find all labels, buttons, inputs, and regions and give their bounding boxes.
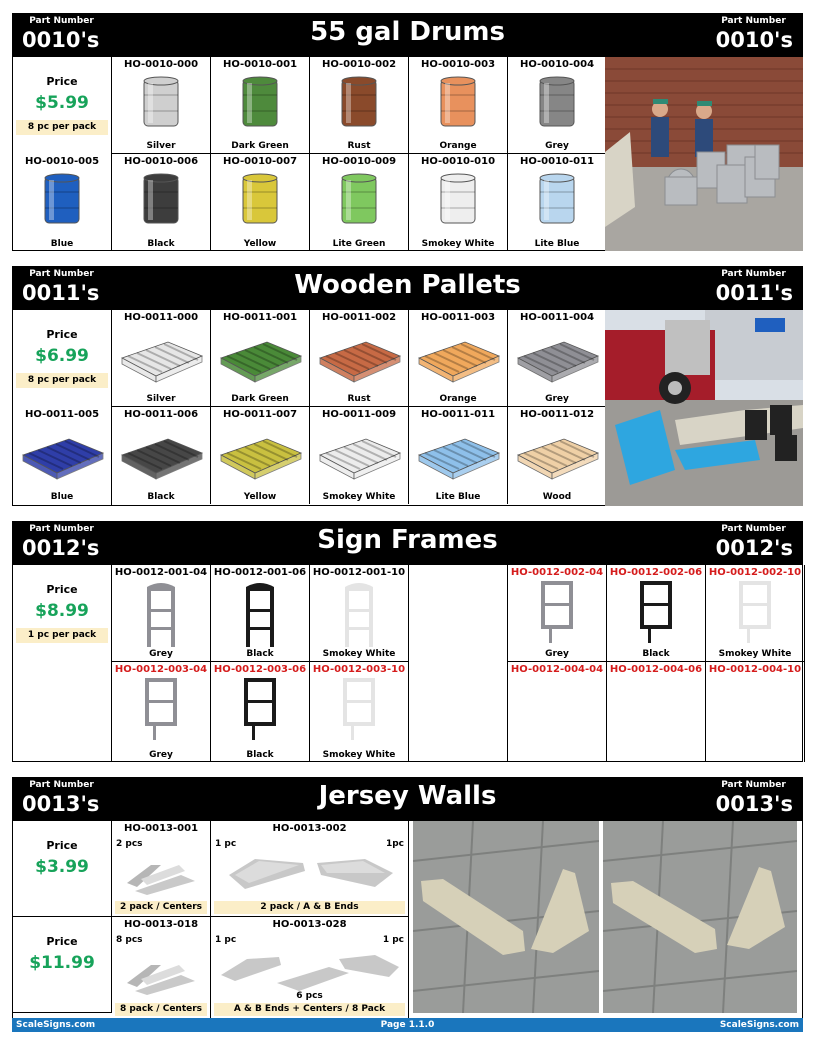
- drum-image: [438, 75, 478, 131]
- quantity-label: 8 pcs: [116, 935, 143, 945]
- section-drums: [12, 13, 803, 251]
- color-name: Lite Green: [332, 239, 386, 249]
- part-code: HO-0010-010: [420, 156, 496, 167]
- quantity-label: 1 pc: [215, 839, 237, 849]
- product-grid: [12, 565, 803, 762]
- product-image: [537, 581, 577, 649]
- price-label: Price: [46, 75, 78, 88]
- product-cell[interactable]: [211, 154, 310, 251]
- part-number-label: Part Number: [29, 524, 94, 534]
- product-image: [316, 431, 402, 485]
- part-code: HO-0010-002: [321, 59, 397, 70]
- drum-image: [339, 172, 379, 228]
- price-label: Price: [46, 935, 78, 948]
- footer-site-link[interactable]: ScaleSigns.com: [16, 1020, 96, 1030]
- color-name: Lite Blue: [435, 492, 481, 502]
- product-image: [339, 581, 379, 653]
- part-code: HO-0010-007: [222, 156, 298, 167]
- product-cell[interactable]: [211, 821, 409, 917]
- product-cell[interactable]: [13, 154, 112, 251]
- part-code: HO-0010-001: [222, 59, 298, 70]
- section-title: Wooden Pallets: [294, 270, 521, 300]
- color-name: Rust: [347, 141, 371, 151]
- color-name: Grey: [545, 394, 569, 404]
- color-name: Black: [642, 649, 670, 659]
- drum-image: [339, 75, 379, 131]
- part-code: HO-0011-012: [519, 409, 595, 420]
- product-image: [217, 431, 303, 485]
- product-image: [514, 431, 600, 485]
- product-cell[interactable]: [310, 154, 409, 251]
- pallet-image: [118, 431, 204, 481]
- pallets-scene-photo: [605, 310, 803, 506]
- product-cell[interactable]: [211, 565, 310, 662]
- series-code-right: 0013's: [715, 792, 793, 816]
- part-code: HO-0011-000: [123, 312, 199, 323]
- part-code: HO-0011-002: [321, 312, 397, 323]
- part-code: HO-0011-003: [420, 312, 496, 323]
- jersey-walls-photo-left: [413, 821, 599, 1013]
- part-code: HO-0012-004-06: [609, 664, 703, 675]
- sign-frame-image: [636, 581, 676, 645]
- sign-frame-image: [141, 581, 181, 649]
- product-cell[interactable]: [409, 57, 508, 154]
- sign-frame-image: [141, 678, 181, 742]
- product-image: [42, 172, 82, 232]
- series-code-right: 0011's: [715, 281, 793, 305]
- product-image: [514, 334, 600, 388]
- footer-site-link[interactable]: ScaleSigns.com: [719, 1020, 799, 1030]
- pack-size: 1 pc per pack: [16, 628, 108, 643]
- product-image: [141, 75, 181, 135]
- caption: 2 pack / A & B Ends: [214, 901, 405, 914]
- quantity-label: 1 pc: [215, 935, 237, 945]
- sign-frame-image: [339, 581, 379, 649]
- part-number-label: Part Number: [721, 269, 786, 279]
- quantity-label: 1 pc: [382, 935, 404, 945]
- product-cell[interactable]: [409, 407, 508, 504]
- color-name: Silver: [146, 141, 176, 151]
- product-cell[interactable]: [112, 407, 211, 504]
- product-cell[interactable]: [508, 154, 607, 251]
- section-title: 55 gal Drums: [310, 17, 505, 47]
- product-cell[interactable]: [508, 57, 607, 154]
- color-name: Smokey White: [322, 649, 396, 659]
- product-cell[interactable]: [508, 407, 607, 504]
- sign-frame-image: [240, 581, 280, 649]
- color-name: Grey: [545, 141, 569, 151]
- color-name: Yellow: [243, 492, 277, 502]
- drum-image: [141, 75, 181, 131]
- color-name: Wood: [542, 492, 572, 502]
- product-cell[interactable]: [211, 57, 310, 154]
- product-image: [415, 334, 501, 388]
- product-image: [636, 581, 676, 649]
- product-image: [438, 172, 478, 232]
- color-name: Grey: [545, 649, 569, 659]
- product-cell[interactable]: [607, 565, 706, 662]
- part-code: HO-0012-002-10: [708, 567, 802, 578]
- product-cell[interactable]: [112, 310, 211, 407]
- product-grid: [12, 57, 803, 251]
- product-image: [118, 431, 204, 485]
- pallet-image: [217, 334, 303, 384]
- color-name: Black: [147, 492, 175, 502]
- section-header: [12, 13, 803, 57]
- part-code: HO-0013-001: [123, 823, 199, 834]
- drum-image: [537, 172, 577, 228]
- product-cell[interactable]: [607, 662, 706, 762]
- part-code: HO-0011-009: [321, 409, 397, 420]
- product-image: [240, 172, 280, 232]
- part-code: HO-0011-001: [222, 312, 298, 323]
- product-cell[interactable]: [508, 310, 607, 407]
- color-name: Dark Green: [231, 141, 289, 151]
- part-code: HO-0012-001-04: [114, 567, 208, 578]
- color-name: Dark Green: [231, 394, 289, 404]
- drums-scene-photo: [605, 57, 803, 251]
- color-name: Smokey White: [322, 492, 396, 502]
- jersey-walls-photo-right: [603, 821, 797, 1013]
- product-cell[interactable]: [409, 310, 508, 407]
- product-image: [735, 581, 775, 649]
- product-image: [339, 172, 379, 232]
- price-label: Price: [46, 583, 78, 596]
- product-image: [339, 678, 379, 746]
- part-code: HO-0012-001-10: [312, 567, 406, 578]
- product-cell[interactable]: [310, 57, 409, 154]
- price-value: $8.99: [35, 601, 89, 621]
- product-cell[interactable]: [706, 662, 805, 762]
- pallet-image: [514, 334, 600, 384]
- color-name: Lite Blue: [534, 239, 580, 249]
- drum-image: [141, 172, 181, 228]
- price-cell: [13, 565, 112, 762]
- part-code: HO-0011-004: [519, 312, 595, 323]
- part-number-label: Part Number: [721, 780, 786, 790]
- color-name: Yellow: [243, 239, 277, 249]
- product-cell[interactable]: [211, 407, 310, 504]
- part-number-label: Part Number: [29, 16, 94, 26]
- pallet-image: [19, 431, 105, 481]
- color-name: Smokey White: [322, 750, 396, 760]
- product-cell[interactable]: [310, 565, 409, 662]
- color-name: Black: [246, 750, 274, 760]
- section-header: [12, 521, 803, 565]
- product-image: [339, 75, 379, 135]
- pallet-image: [316, 431, 402, 481]
- part-code: HO-0012-004-10: [708, 664, 802, 675]
- product-cell[interactable]: [706, 565, 805, 662]
- section-header: [12, 777, 803, 821]
- product-cell[interactable]: [13, 407, 112, 504]
- pallet-image: [217, 431, 303, 481]
- part-code: HO-0010-000: [123, 59, 199, 70]
- color-name: Black: [246, 649, 274, 659]
- product-image: [240, 678, 280, 746]
- part-code: HO-0011-011: [420, 409, 496, 420]
- series-code-left: 0011's: [22, 281, 100, 305]
- part-code: HO-0013-002: [272, 823, 347, 834]
- price-value: $11.99: [29, 953, 95, 973]
- product-image: [118, 334, 204, 388]
- caption: A & B Ends + Centers / 8 Pack: [214, 1003, 405, 1016]
- section-pallets: [12, 266, 803, 506]
- price-cell: [13, 917, 112, 1013]
- product-image: [537, 75, 577, 135]
- part-number-label: Part Number: [29, 269, 94, 279]
- section-jersey-walls: [12, 777, 803, 1018]
- product-cell[interactable]: [508, 565, 607, 662]
- part-code: HO-0012-003-10: [312, 664, 406, 675]
- product-image: [316, 334, 402, 388]
- part-code: HO-0010-006: [123, 156, 199, 167]
- color-name: Silver: [146, 394, 176, 404]
- product-cell[interactable]: [508, 662, 607, 762]
- product-cell[interactable]: [112, 57, 211, 154]
- part-code: HO-0012-004-04: [510, 664, 604, 675]
- part-code: HO-0010-011: [519, 156, 595, 167]
- part-code: HO-0012-001-06: [213, 567, 307, 578]
- product-image: [141, 678, 181, 746]
- quantity-label: 2 pcs: [116, 839, 143, 849]
- part-code: HO-0011-006: [123, 409, 199, 420]
- caption: 2 pack / Centers: [115, 901, 207, 914]
- color-name: Smokey White: [421, 239, 495, 249]
- product-cell[interactable]: [112, 154, 211, 251]
- product-image: [141, 172, 181, 232]
- part-number-label: Part Number: [29, 780, 94, 790]
- product-cell[interactable]: [112, 821, 211, 917]
- product-image: [240, 581, 280, 653]
- price-cell: [13, 821, 112, 917]
- product-cell[interactable]: [211, 310, 310, 407]
- pack-size: 8 pc per pack: [16, 373, 108, 388]
- section-sign-frames: [12, 521, 803, 762]
- part-code: HO-0013-028: [272, 919, 347, 930]
- price-value: $6.99: [35, 346, 89, 366]
- price-label: Price: [46, 839, 78, 852]
- empty-cell: [409, 565, 508, 762]
- pallet-image: [514, 431, 600, 481]
- product-image: [240, 75, 280, 135]
- product-cell[interactable]: [112, 917, 211, 1018]
- product-cell[interactable]: [310, 310, 409, 407]
- product-cell[interactable]: [112, 565, 211, 662]
- sign-frame-image: [735, 581, 775, 645]
- sign-frame-image: [339, 678, 379, 742]
- product-image: [19, 431, 105, 485]
- color-name: Rust: [347, 394, 371, 404]
- product-cell[interactable]: [310, 662, 409, 762]
- jersey-wall-image: [121, 851, 201, 897]
- part-code: HO-0010-003: [420, 59, 496, 70]
- part-code: HO-0011-005: [24, 409, 100, 420]
- section-title: Sign Frames: [317, 525, 498, 555]
- product-image: [217, 334, 303, 388]
- part-code: HO-0012-003-04: [114, 664, 208, 675]
- pallet-image: [118, 334, 204, 384]
- quantity-label: 6 pcs: [296, 991, 323, 1001]
- page-footer: [12, 1018, 803, 1032]
- drum-image: [240, 75, 280, 131]
- section-header: [12, 266, 803, 310]
- pallet-image: [415, 334, 501, 384]
- product-image: [141, 581, 181, 653]
- product-cell[interactable]: [211, 917, 409, 1018]
- part-number-label: Part Number: [721, 16, 786, 26]
- part-code: HO-0013-018: [123, 919, 199, 930]
- color-name: Orange: [439, 141, 477, 151]
- product-cell[interactable]: [112, 662, 211, 762]
- drum-image: [42, 172, 82, 228]
- jersey-wall-set-image: [219, 943, 401, 997]
- product-image: [415, 431, 501, 485]
- sign-frame-image: [537, 581, 577, 645]
- pallet-image: [316, 334, 402, 384]
- drum-image: [240, 172, 280, 228]
- price-value: $5.99: [35, 93, 89, 113]
- part-number-label: Part Number: [721, 524, 786, 534]
- jersey-wall-image: [121, 951, 201, 997]
- quantity-label: 1pc: [385, 839, 404, 849]
- product-grid: [12, 310, 803, 506]
- color-name: Smokey White: [718, 649, 792, 659]
- product-cell[interactable]: [409, 154, 508, 251]
- product-image: [537, 172, 577, 232]
- series-code-left: 0010's: [22, 28, 100, 52]
- series-code-right: 0010's: [715, 28, 793, 52]
- part-code: HO-0010-005: [24, 156, 100, 167]
- product-cell[interactable]: [310, 407, 409, 504]
- caption: 8 pack / Centers: [115, 1003, 207, 1016]
- section-title: Jersey Walls: [318, 781, 497, 811]
- color-name: Black: [147, 239, 175, 249]
- jersey-wall-ends-image: [225, 845, 395, 895]
- part-code: HO-0010-009: [321, 156, 397, 167]
- product-grid: [12, 821, 803, 1018]
- part-code: HO-0012-003-06: [213, 664, 307, 675]
- pack-size: 8 pc per pack: [16, 120, 108, 135]
- pallet-image: [415, 431, 501, 481]
- drum-image: [537, 75, 577, 131]
- sign-frame-image: [240, 678, 280, 742]
- part-code: HO-0011-007: [222, 409, 298, 420]
- product-image: [438, 75, 478, 135]
- series-code-right: 0012's: [715, 536, 793, 560]
- drum-image: [438, 172, 478, 228]
- series-code-left: 0013's: [22, 792, 100, 816]
- part-code: HO-0012-002-06: [609, 567, 703, 578]
- color-name: Grey: [149, 649, 173, 659]
- color-name: Blue: [50, 239, 74, 249]
- price-label: Price: [46, 328, 78, 341]
- color-name: Orange: [439, 394, 477, 404]
- color-name: Blue: [50, 492, 74, 502]
- page-number: Page 1.1.0: [380, 1020, 435, 1030]
- part-code: HO-0010-004: [519, 59, 595, 70]
- price-value: $3.99: [35, 857, 89, 877]
- part-code: HO-0012-002-04: [510, 567, 604, 578]
- series-code-left: 0012's: [22, 536, 100, 560]
- color-name: Grey: [149, 750, 173, 760]
- product-cell[interactable]: [211, 662, 310, 762]
